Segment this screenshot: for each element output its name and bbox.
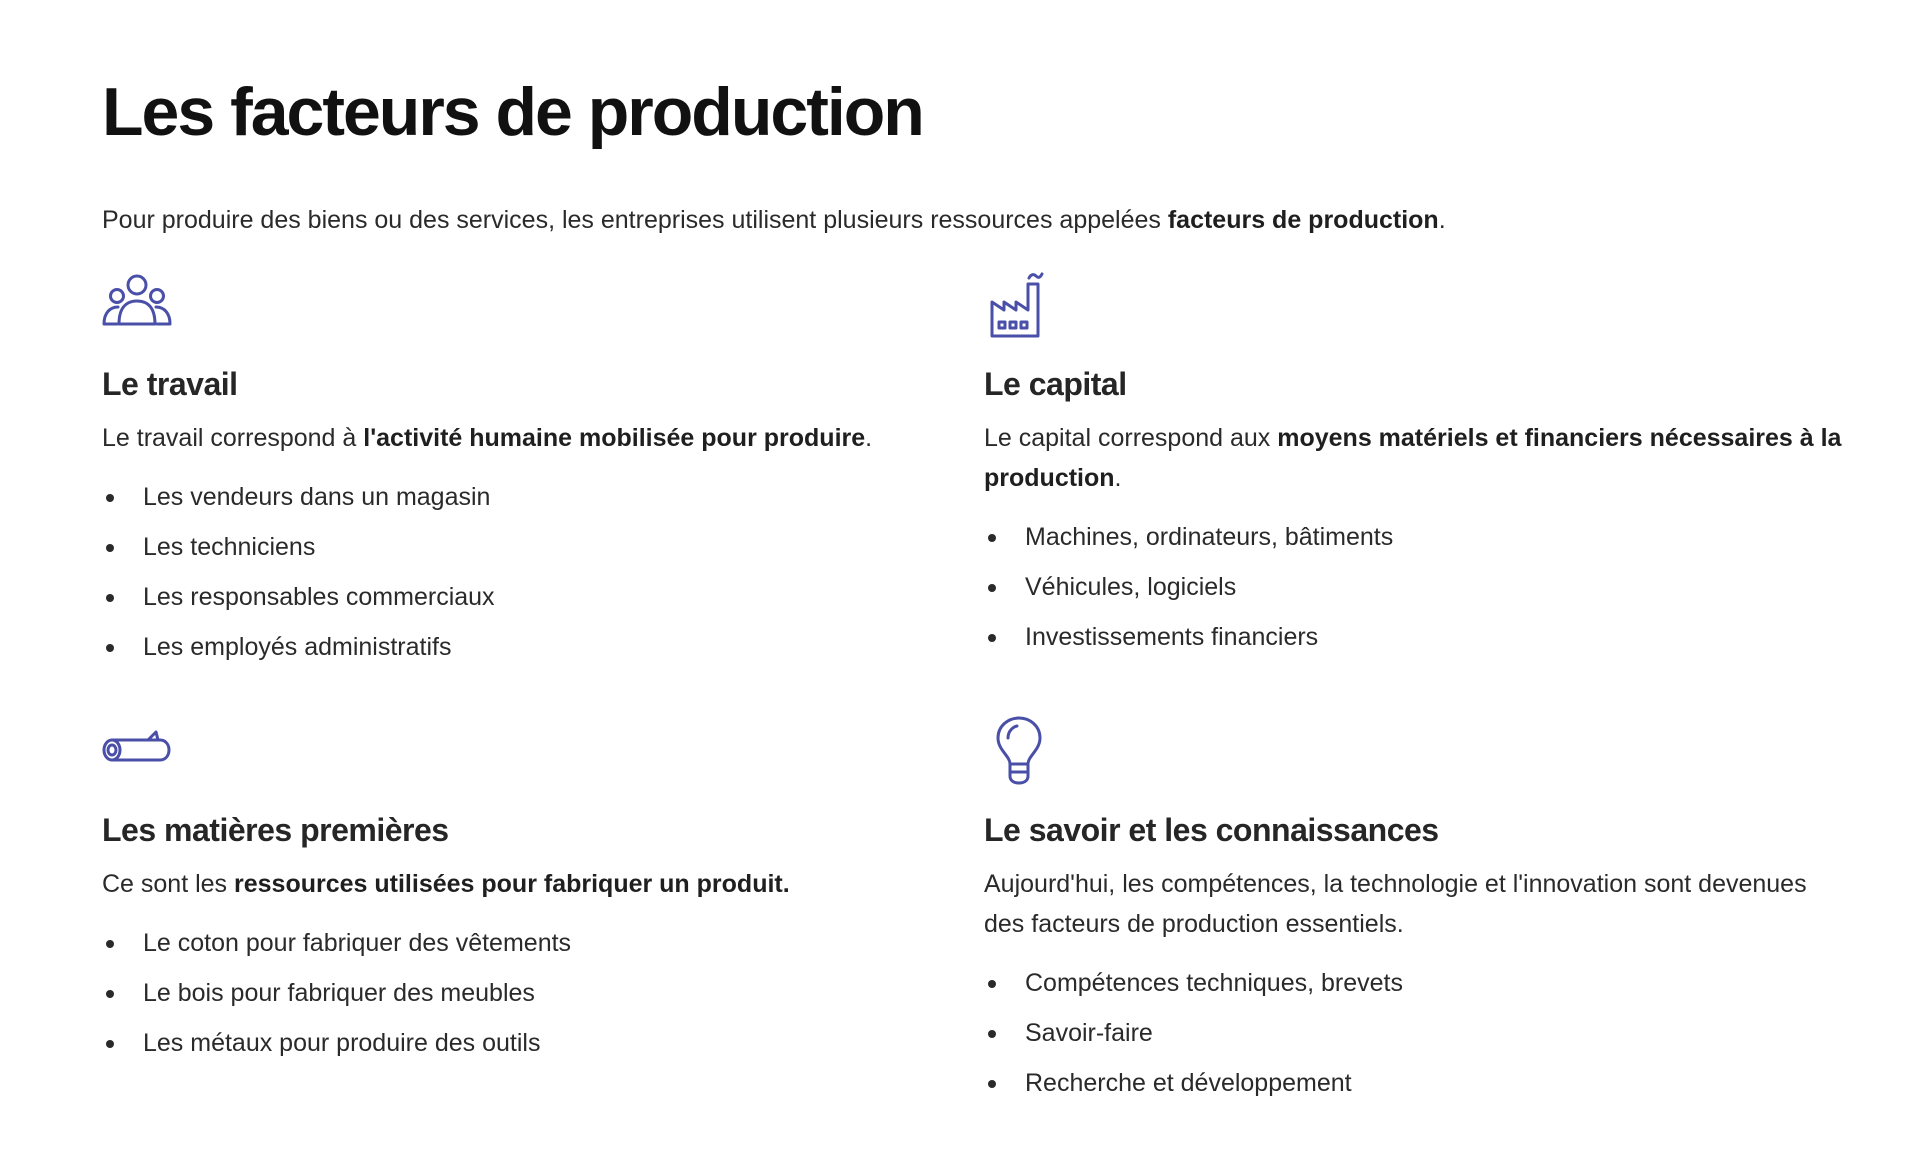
- intro-bold: facteurs de production: [1167, 206, 1439, 234]
- list-item: Recherche et développement: [984, 1058, 1844, 1108]
- section-travail: [102, 270, 962, 661]
- intro-paragraph: [102, 204, 1446, 236]
- intro-end: .: [1438, 206, 1446, 234]
- desc-end: .: [865, 424, 873, 452]
- factory-icon: [984, 270, 1054, 340]
- desc-text: Aujourd'hui, les compétences, la technologie et l'innovation sont devenues des facteurs de production essentiels.: [984, 870, 1807, 938]
- list-item: Les responsables commerciaux: [102, 572, 962, 622]
- desc-bold: moyens matériels et financiers nécessaires à la production: [984, 424, 1842, 492]
- list-item: Compétences techniques, brevets: [984, 958, 1844, 1008]
- list-item: Le coton pour fabriquer des vêtements: [102, 918, 962, 968]
- desc-text: Ce sont les: [102, 870, 235, 898]
- list-item: Savoir-faire: [984, 1008, 1844, 1058]
- lightbulb-icon: [984, 716, 1054, 786]
- list-item: Le bois pour fabriquer des meubles: [102, 968, 962, 1018]
- list-item: Investissements financiers: [984, 612, 1844, 662]
- list-item: Les métaux pour produire des outils: [102, 1018, 962, 1068]
- list-item: Véhicules, logiciels: [984, 562, 1844, 612]
- desc-text: Le capital correspond aux: [984, 424, 1278, 452]
- section-savoir: [984, 716, 1844, 1097]
- bullet-list: [984, 512, 1844, 662]
- list-item: Machines, ordinateurs, bâtiments: [984, 512, 1844, 562]
- section-description: [984, 418, 1844, 498]
- desc-bold: ressources utilisées pour fabriquer un produit.: [234, 870, 790, 898]
- section-title: Le capital: [984, 366, 1127, 402]
- section-capital: [984, 270, 1844, 651]
- section-matieres-premieres: [102, 716, 962, 1057]
- desc-text: Le travail correspond à: [102, 424, 364, 452]
- list-item: Les techniciens: [102, 522, 962, 572]
- log-wood-icon: [102, 716, 172, 786]
- desc-bold: l'activité humaine mobilisée pour produire: [363, 424, 866, 452]
- section-description: [102, 418, 962, 458]
- bullet-list: [984, 958, 1844, 1108]
- page-title: Les facteurs de production: [102, 74, 923, 150]
- desc-end: .: [1114, 464, 1122, 492]
- list-item: Les employés administratifs: [102, 622, 962, 672]
- people-group-icon: [102, 270, 172, 340]
- section-description: [102, 864, 962, 904]
- section-title: Les matières premières: [102, 812, 449, 848]
- bullet-list: [102, 472, 962, 672]
- section-description: [984, 864, 1844, 944]
- bullet-list: [102, 918, 962, 1068]
- section-title: Le savoir et les connaissances: [984, 812, 1439, 848]
- intro-text: Pour produire des biens ou des services, les entreprises utilisent plusieurs ressources appelées: [102, 206, 1168, 234]
- list-item: Les vendeurs dans un magasin: [102, 472, 962, 522]
- section-title: Le travail: [102, 366, 238, 402]
